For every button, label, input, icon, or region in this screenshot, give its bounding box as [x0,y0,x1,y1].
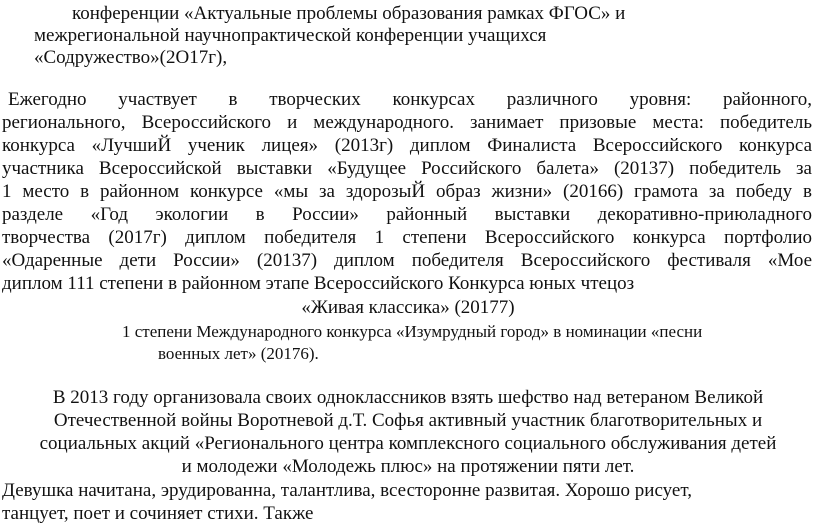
paragraph1-sub-line-1: 1 степени Международного конкурса «Изумрудный город» в номинации «песни [122,322,703,341]
paragraph1-centered: «Живая классика» (20177) [301,297,515,318]
paragraph3-line-1: Девушка начитана, эрудированна, талантлива, всесторонне развитая. Хорошо рисует, [2,480,692,501]
paragraph2-line-4: и молодежи «Молодежь плюс» на протяжении пяти лет. [181,456,635,477]
paragraph2-line-2: Отечественной войны Воротневой д.Т. Софья активный участник благотворительных и [53,410,763,431]
paragraph3-line-2: танцует, поет и сочиняет стихи. Также [2,503,314,524]
paragraph1-line-9: диплом 111 степени в районном этапе Всероссийского Конкурса юных чтецоз [2,273,635,294]
paragraph1-line-6: разделе «Год экологии в России» районный выставки декоративно-приюладного [2,204,812,225]
intro-line-2: межрегиональной научнопрактической конференции учащихся [34,25,547,46]
intro-line-1: конференции «Актуальные проблемы образования рамках ФГОС» и [72,3,626,24]
paragraph1-line-4: участника Всероссийской выставки «Будущее Российского балета» (20137) победитель за [2,158,812,179]
paragraph1-sub-line-2: военных лет» (20176). [158,344,319,363]
paragraph2-line-1: В 2013 году организовала своих одноклассников взять шефство над ветераном Великой [52,387,764,408]
paragraph1-line-7: творчества (2017г) диплом победителя 1 степени Всероссийского конкурса портфолио [2,227,812,248]
paragraph1-line-2: регионального, Всероссийского и международного. занимает призовые места: победитель [2,112,812,133]
intro-line-3: «Содружество»(2О17г), [34,47,228,68]
paragraph1-line-5: 1 место в районном конкурсе «мы за здорозыЙ образ жизни» (20166) грамота за победу в [2,181,812,202]
paragraph1-line-1: Ежегодно участвует в творческих конкурсах различного уровня: районного, [8,89,812,110]
paragraph1-line-8: «Одаренные дети России» (20137) диплом победителя Всероссийского фестиваля «Мое [2,250,812,271]
paragraph2-line-3: социальных акций «Регионального центра комплексного социального обслуживания детей [39,433,777,454]
paragraph1-line-3: конкурса «ЛучшиЙ ученик лицея» (2013г) диплом Финалиста Всероссийского конкурса [2,135,812,156]
